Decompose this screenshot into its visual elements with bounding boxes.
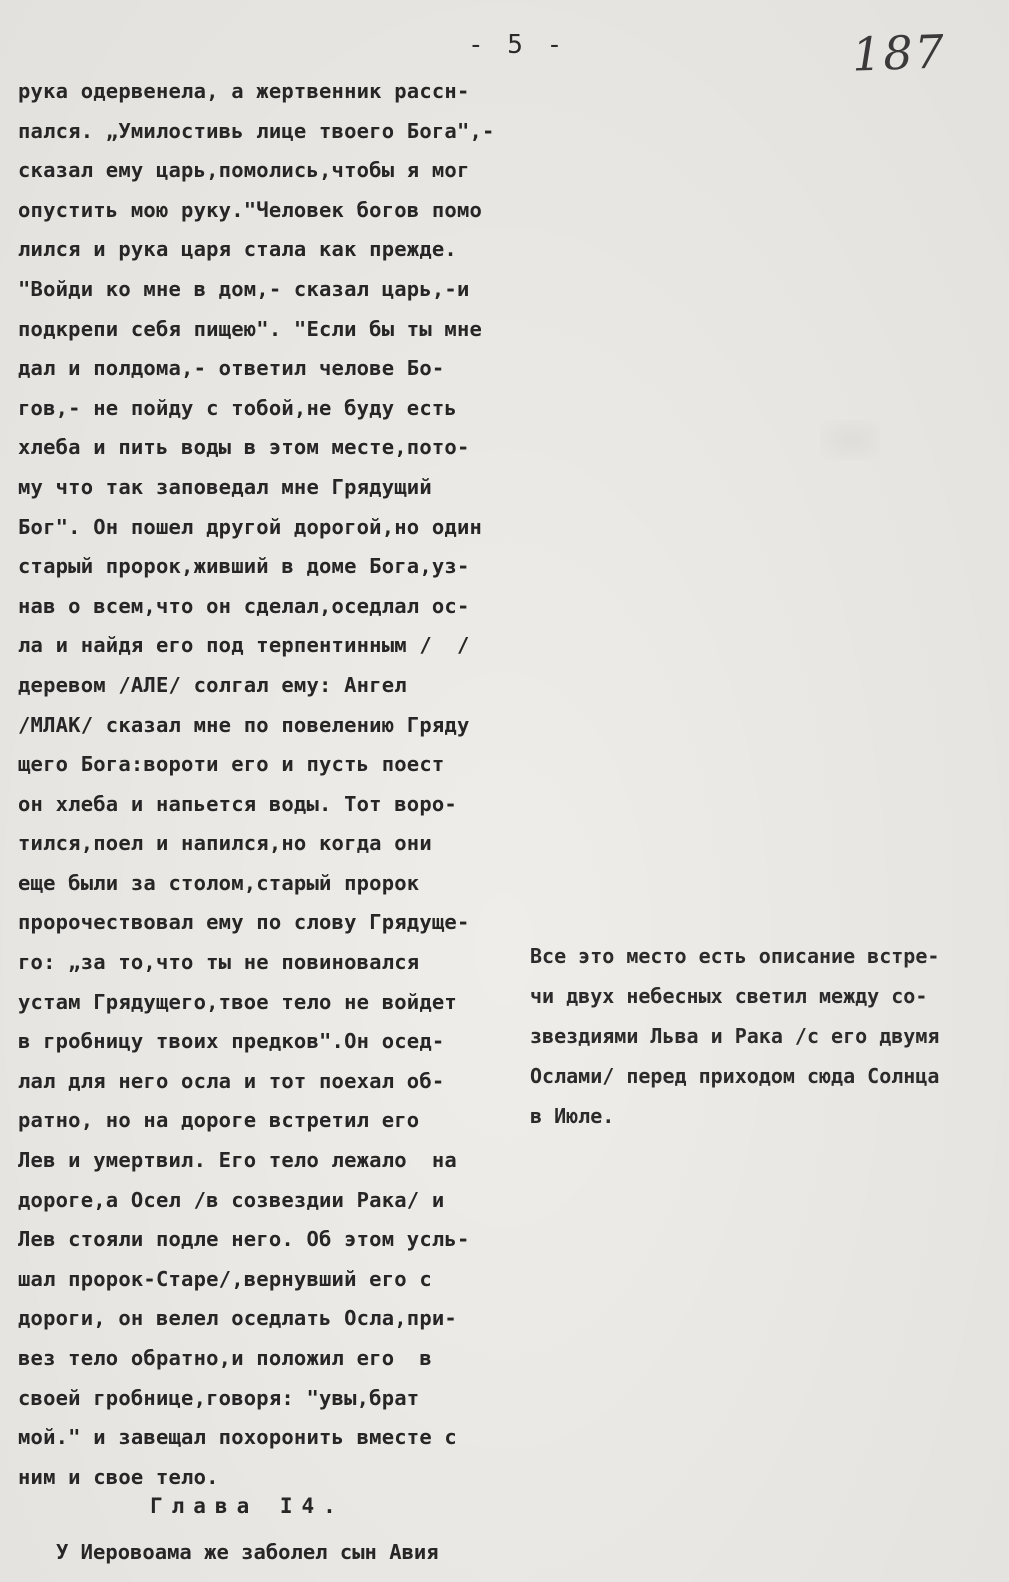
main-text-line: подкрепи себя пищею". "Если бы ты мне (18, 316, 483, 341)
main-text-line: Лев стояли подле него. Об этом усль- (18, 1227, 470, 1252)
main-text-line: пался. „Умилостивь лице твоего Бога",- (18, 118, 495, 143)
main-text-line: сказал ему царь,помолись,чтобы я мог (18, 158, 470, 183)
handwritten-archive-number: 187 (851, 24, 947, 82)
main-text-line: пророчествовал ему по слову Грядуще- (18, 910, 470, 935)
main-text-line: ним и свое тело. (18, 1464, 219, 1489)
main-text-line: шал пророк-Старе/,вернувший его с (18, 1266, 432, 1291)
main-text-line: тился,поел и напился,но когда они (18, 831, 432, 856)
main-text-line: старый пророк,живший в доме Бога,уз- (18, 554, 470, 579)
paper-smudge (820, 420, 880, 460)
main-text-line: /МЛАК/ сказал мне по повелению Гряду (18, 712, 470, 737)
page-number: - 5 - (468, 30, 567, 60)
main-text-line: опустить мою руку."Человек богов помо (18, 197, 483, 222)
main-text-line: устам Грядущего,твое тело не войдет (18, 989, 457, 1014)
chapter-heading: Глава І4. (150, 1494, 345, 1518)
main-text-line: еще были за столом,старый пророк (18, 870, 420, 895)
main-text-line: своей гробнице,говоря: "увы,брат (18, 1385, 420, 1410)
main-text-line: го: „за то,что ты не повиновался (18, 950, 420, 975)
margin-note-line: чи двух небесных светил между со- (530, 984, 928, 1008)
main-text-line: дороге,а Осел /в созвездии Рака/ и (18, 1187, 445, 1212)
main-text-line: му что так заповедал мне Грядущий (18, 474, 432, 499)
margin-note-line: Все это место есть описание встре- (530, 944, 940, 968)
main-text-line: в гробницу твоих предков".Он осед- (18, 1029, 445, 1054)
margin-note-line: звездиями Льва и Рака /с его двумя (530, 1024, 940, 1048)
margin-note-line: в Июле. (530, 1104, 615, 1128)
main-text-line: он хлеба и напьется воды. Тот воро- (18, 791, 457, 816)
main-text-line: деревом /АЛЕ/ солгал ему: Ангел (18, 672, 407, 697)
chapter-first-line: У Иеровоама же заболел сын Авия (56, 1540, 439, 1564)
main-text-line: Лев и умертвил. Его тело лежало на (18, 1148, 457, 1173)
main-text-line: "Войди ко мне в дом,- сказал царь,-и (18, 276, 470, 301)
main-text-line: хлеба и пить воды в этом месте,пото- (18, 435, 470, 460)
main-text-line: ла и найдя его под терпентинным / / (18, 633, 470, 658)
margin-note-line: Ослами/ перед приходом сюда Солнца (530, 1064, 940, 1088)
main-text-line: Бог". Он пошел другой дорогой,но один (18, 514, 483, 539)
main-text-line: ратно, но на дороге встретил его (18, 1108, 420, 1133)
main-text-line: дал и полдома,- ответил челове Бо- (18, 356, 445, 381)
main-text-line: щего Бога:вороти его и пусть поест (18, 752, 445, 777)
main-text-line: гов,- не пойду с тобой,не буду есть (18, 395, 457, 420)
main-text-line: вез тело обратно,и положил его в (18, 1346, 432, 1370)
margin-note (530, 936, 1000, 1136)
main-text-line: рука одервенела, а жертвенник рассн- (18, 79, 470, 103)
main-text-line: лал для него осла и тот поехал об- (18, 1068, 445, 1093)
main-text-line: нав о всем,что он сделал,оседлал ос- (18, 593, 470, 618)
main-text-line: дороги, он велел оседлать Осла,при- (18, 1306, 457, 1331)
main-text-line: лился и рука царя стала как прежде. (18, 237, 457, 262)
main-text-line: мой." и завещал похоронить вместе с (18, 1425, 457, 1450)
main-text-column (18, 72, 518, 1497)
